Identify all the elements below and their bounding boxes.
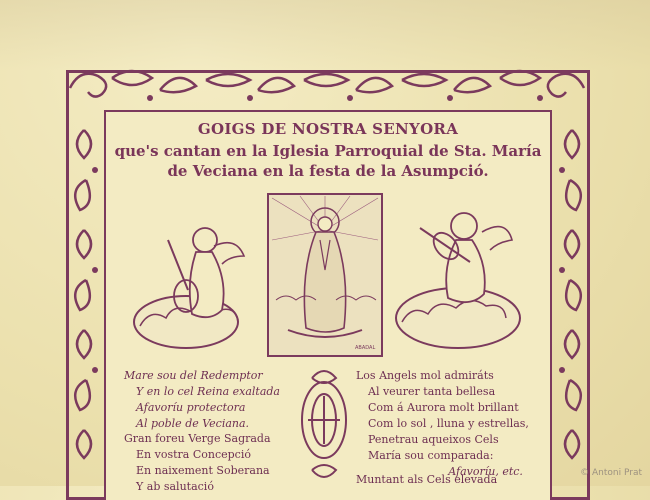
verse-line: Al poble de Veciana. [136, 417, 250, 430]
verse-line: Los Angels mol admiráts [356, 369, 494, 382]
engraver-signature: ABADAL [355, 345, 376, 351]
copyright-credit: © Antoni Prat [580, 468, 642, 478]
verse-refrain: Afavoríu, etc. [448, 465, 523, 478]
verse-line: En naixement Soberana [136, 464, 270, 477]
verse-left-1 [124, 368, 280, 432]
verse-line: Y en lo cel Reina exaltada [136, 385, 280, 398]
verse-line: Mare sou del Redemptor [124, 369, 263, 382]
subtitle-line-2: de Veciana en la festa de la Asumpció. [167, 162, 489, 180]
verse-line: Afavoríu protectora [136, 401, 246, 414]
central-divider-ornament [302, 371, 346, 477]
verse-left-2 [124, 431, 271, 495]
left-cherub-illustration [134, 228, 244, 348]
verse-line: En vostra Concepció [136, 448, 251, 461]
verse-line: Com á Aurora molt brillant [368, 401, 519, 414]
right-cherub-illustration [396, 213, 520, 348]
virgin-mary-engraving [268, 194, 382, 356]
verse-line: Al veurer tanta bellesa [368, 385, 496, 398]
verse-line: Gran foreu Verge Sagrada [124, 432, 271, 445]
verse-line: Penetrau aqueixos Cels [368, 433, 499, 446]
verse-right-1 [356, 368, 529, 480]
verse-line: Muntant als Cels elevada [356, 473, 498, 486]
verse-line: Com lo sol , lluna y estrellas, [368, 417, 529, 430]
verse-line: Y ab salutació [136, 480, 214, 493]
verse-line: María sou comparada: [368, 449, 494, 462]
page-title: GOIGS DE NOSTRA SENYORA [197, 120, 459, 138]
subtitle-line-1: que's cantan en la Iglesia Parroquial de Sta. María [114, 142, 542, 160]
